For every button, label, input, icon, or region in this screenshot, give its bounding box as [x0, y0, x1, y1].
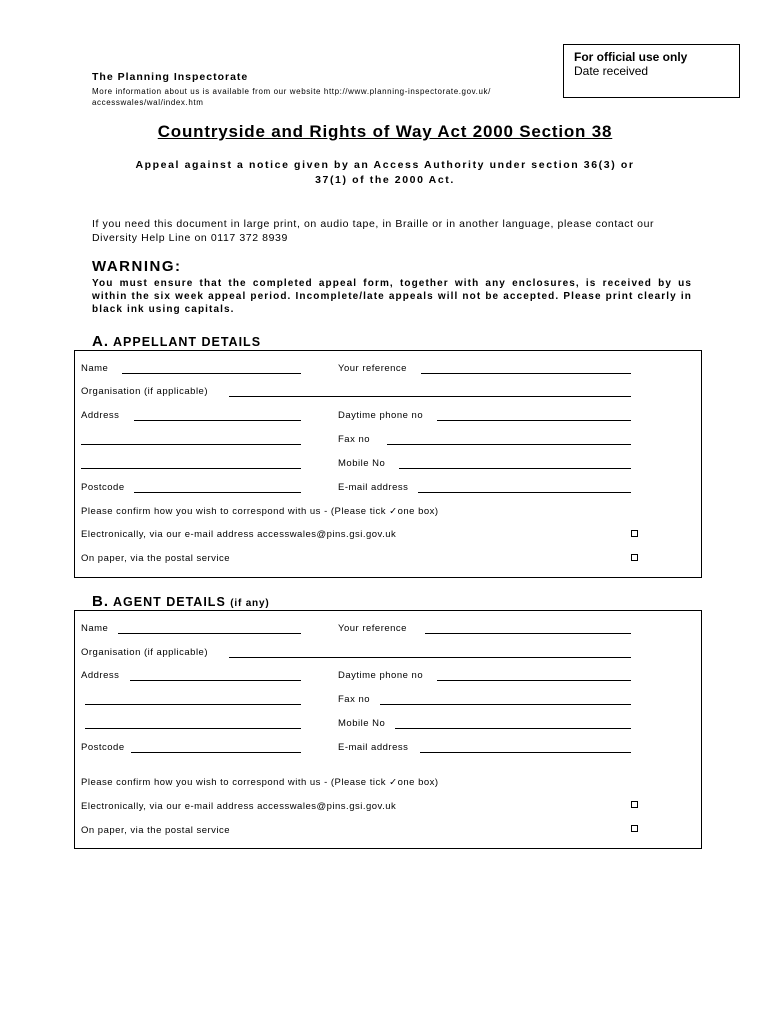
b-postcode-label: Postcode	[81, 742, 125, 753]
website-info-line1: More information about us is available from our website http://www.planning-inspectorate.gov.uk/	[92, 87, 491, 96]
b-electronic-label: Electronically, via our e-mail address accesswales@pins.gsi.gov.uk	[81, 801, 397, 812]
b-organisation-field[interactable]	[229, 657, 631, 658]
a-electronic-label: Electronically, via our e-mail address accesswales@pins.gsi.gov.uk	[81, 529, 397, 540]
a-organisation-label: Organisation (if applicable)	[81, 386, 209, 397]
website-info-line2: accesswales/wal/index.htm	[92, 98, 204, 107]
b-address-field-1[interactable]	[130, 680, 301, 681]
section-b-letter: B.	[92, 593, 109, 610]
a-daytime-phone-field[interactable]	[437, 420, 631, 421]
b-paper-checkbox[interactable]	[631, 825, 638, 832]
b-email-field[interactable]	[420, 752, 631, 753]
a-address-label: Address	[81, 410, 120, 421]
page-subtitle	[100, 158, 670, 188]
a-electronic-checkbox[interactable]	[631, 530, 638, 537]
b-confirm-text: Please confirm how you wish to correspond with us - (Please tick ✓one box)	[81, 777, 439, 788]
b-paper-label: On paper, via the postal service	[81, 825, 231, 836]
b-fax-field[interactable]	[380, 704, 631, 705]
organisation-name: The Planning Inspectorate	[92, 71, 249, 83]
a-address-field-2[interactable]	[81, 444, 301, 445]
b-name-label: Name	[81, 623, 109, 634]
official-use-box	[563, 44, 740, 98]
a-postcode-field[interactable]	[134, 492, 301, 493]
a-address-field-1[interactable]	[134, 420, 301, 421]
section-a-heading	[92, 333, 261, 350]
a-reference-label: Your reference	[338, 363, 407, 374]
a-email-label: E-mail address	[338, 482, 409, 493]
b-address-field-3[interactable]	[85, 728, 301, 729]
b-postcode-field[interactable]	[131, 752, 301, 753]
official-use-title: For official use only	[574, 50, 688, 64]
section-b-title: AGENT DETAILS	[113, 595, 226, 609]
a-mobile-field[interactable]	[399, 468, 631, 469]
date-received-label: Date received	[574, 64, 649, 78]
warning-heading: WARNING:	[92, 258, 182, 275]
b-reference-label: Your reference	[338, 623, 407, 634]
a-organisation-field[interactable]	[229, 396, 631, 397]
a-postcode-label: Postcode	[81, 482, 125, 493]
b-address-field-2[interactable]	[85, 704, 301, 705]
a-daytime-phone-label: Daytime phone no	[338, 410, 424, 421]
section-b-box	[74, 610, 702, 849]
subtitle-line2: 37(1) of the 2000 Act.	[315, 174, 455, 186]
page-title: Countryside and Rights of Way Act 2000 Section 38	[157, 122, 613, 141]
section-a-title: APPELLANT DETAILS	[113, 335, 262, 349]
section-a-box	[74, 350, 702, 578]
warning-text: You must ensure that the completed appeal form, together with any enclosures, is received by us within the six week appeal period. Incomplete/late appeals will not be accepted. Please print clearly in black ink using capitals.	[92, 278, 692, 315]
a-fax-label: Fax no	[338, 434, 371, 445]
b-email-label: E-mail address	[338, 742, 409, 753]
a-fax-field[interactable]	[387, 444, 631, 445]
a-reference-field[interactable]	[421, 373, 631, 374]
a-mobile-label: Mobile No	[338, 458, 386, 469]
b-mobile-field[interactable]	[395, 728, 631, 729]
section-b-suffix: (if any)	[230, 598, 270, 609]
b-daytime-phone-field[interactable]	[437, 680, 631, 681]
section-b-heading	[92, 593, 269, 610]
b-daytime-phone-label: Daytime phone no	[338, 670, 424, 681]
subtitle-line1: Appeal against a notice given by an Access Authority under section 36(3) or	[135, 159, 635, 171]
b-name-field[interactable]	[118, 633, 301, 634]
a-paper-label: On paper, via the postal service	[81, 553, 231, 564]
section-a-letter: A.	[92, 333, 109, 350]
a-email-field[interactable]	[418, 492, 631, 493]
website-info	[92, 86, 562, 108]
a-paper-checkbox[interactable]	[631, 554, 638, 561]
a-confirm-text: Please confirm how you wish to correspond with us - (Please tick ✓one box)	[81, 506, 439, 517]
b-mobile-label: Mobile No	[338, 718, 386, 729]
b-address-label: Address	[81, 670, 120, 681]
b-fax-label: Fax no	[338, 694, 371, 705]
large-print-notice: If you need this document in large print, on audio tape, in Braille or in another language, please contact our Diversity Help Line on 0117 372 8939	[92, 218, 655, 244]
a-name-field[interactable]	[122, 373, 301, 374]
b-electronic-checkbox[interactable]	[631, 801, 638, 808]
a-address-field-3[interactable]	[81, 468, 301, 469]
b-organisation-label: Organisation (if applicable)	[81, 647, 209, 658]
a-name-label: Name	[81, 363, 109, 374]
b-reference-field[interactable]	[425, 633, 631, 634]
